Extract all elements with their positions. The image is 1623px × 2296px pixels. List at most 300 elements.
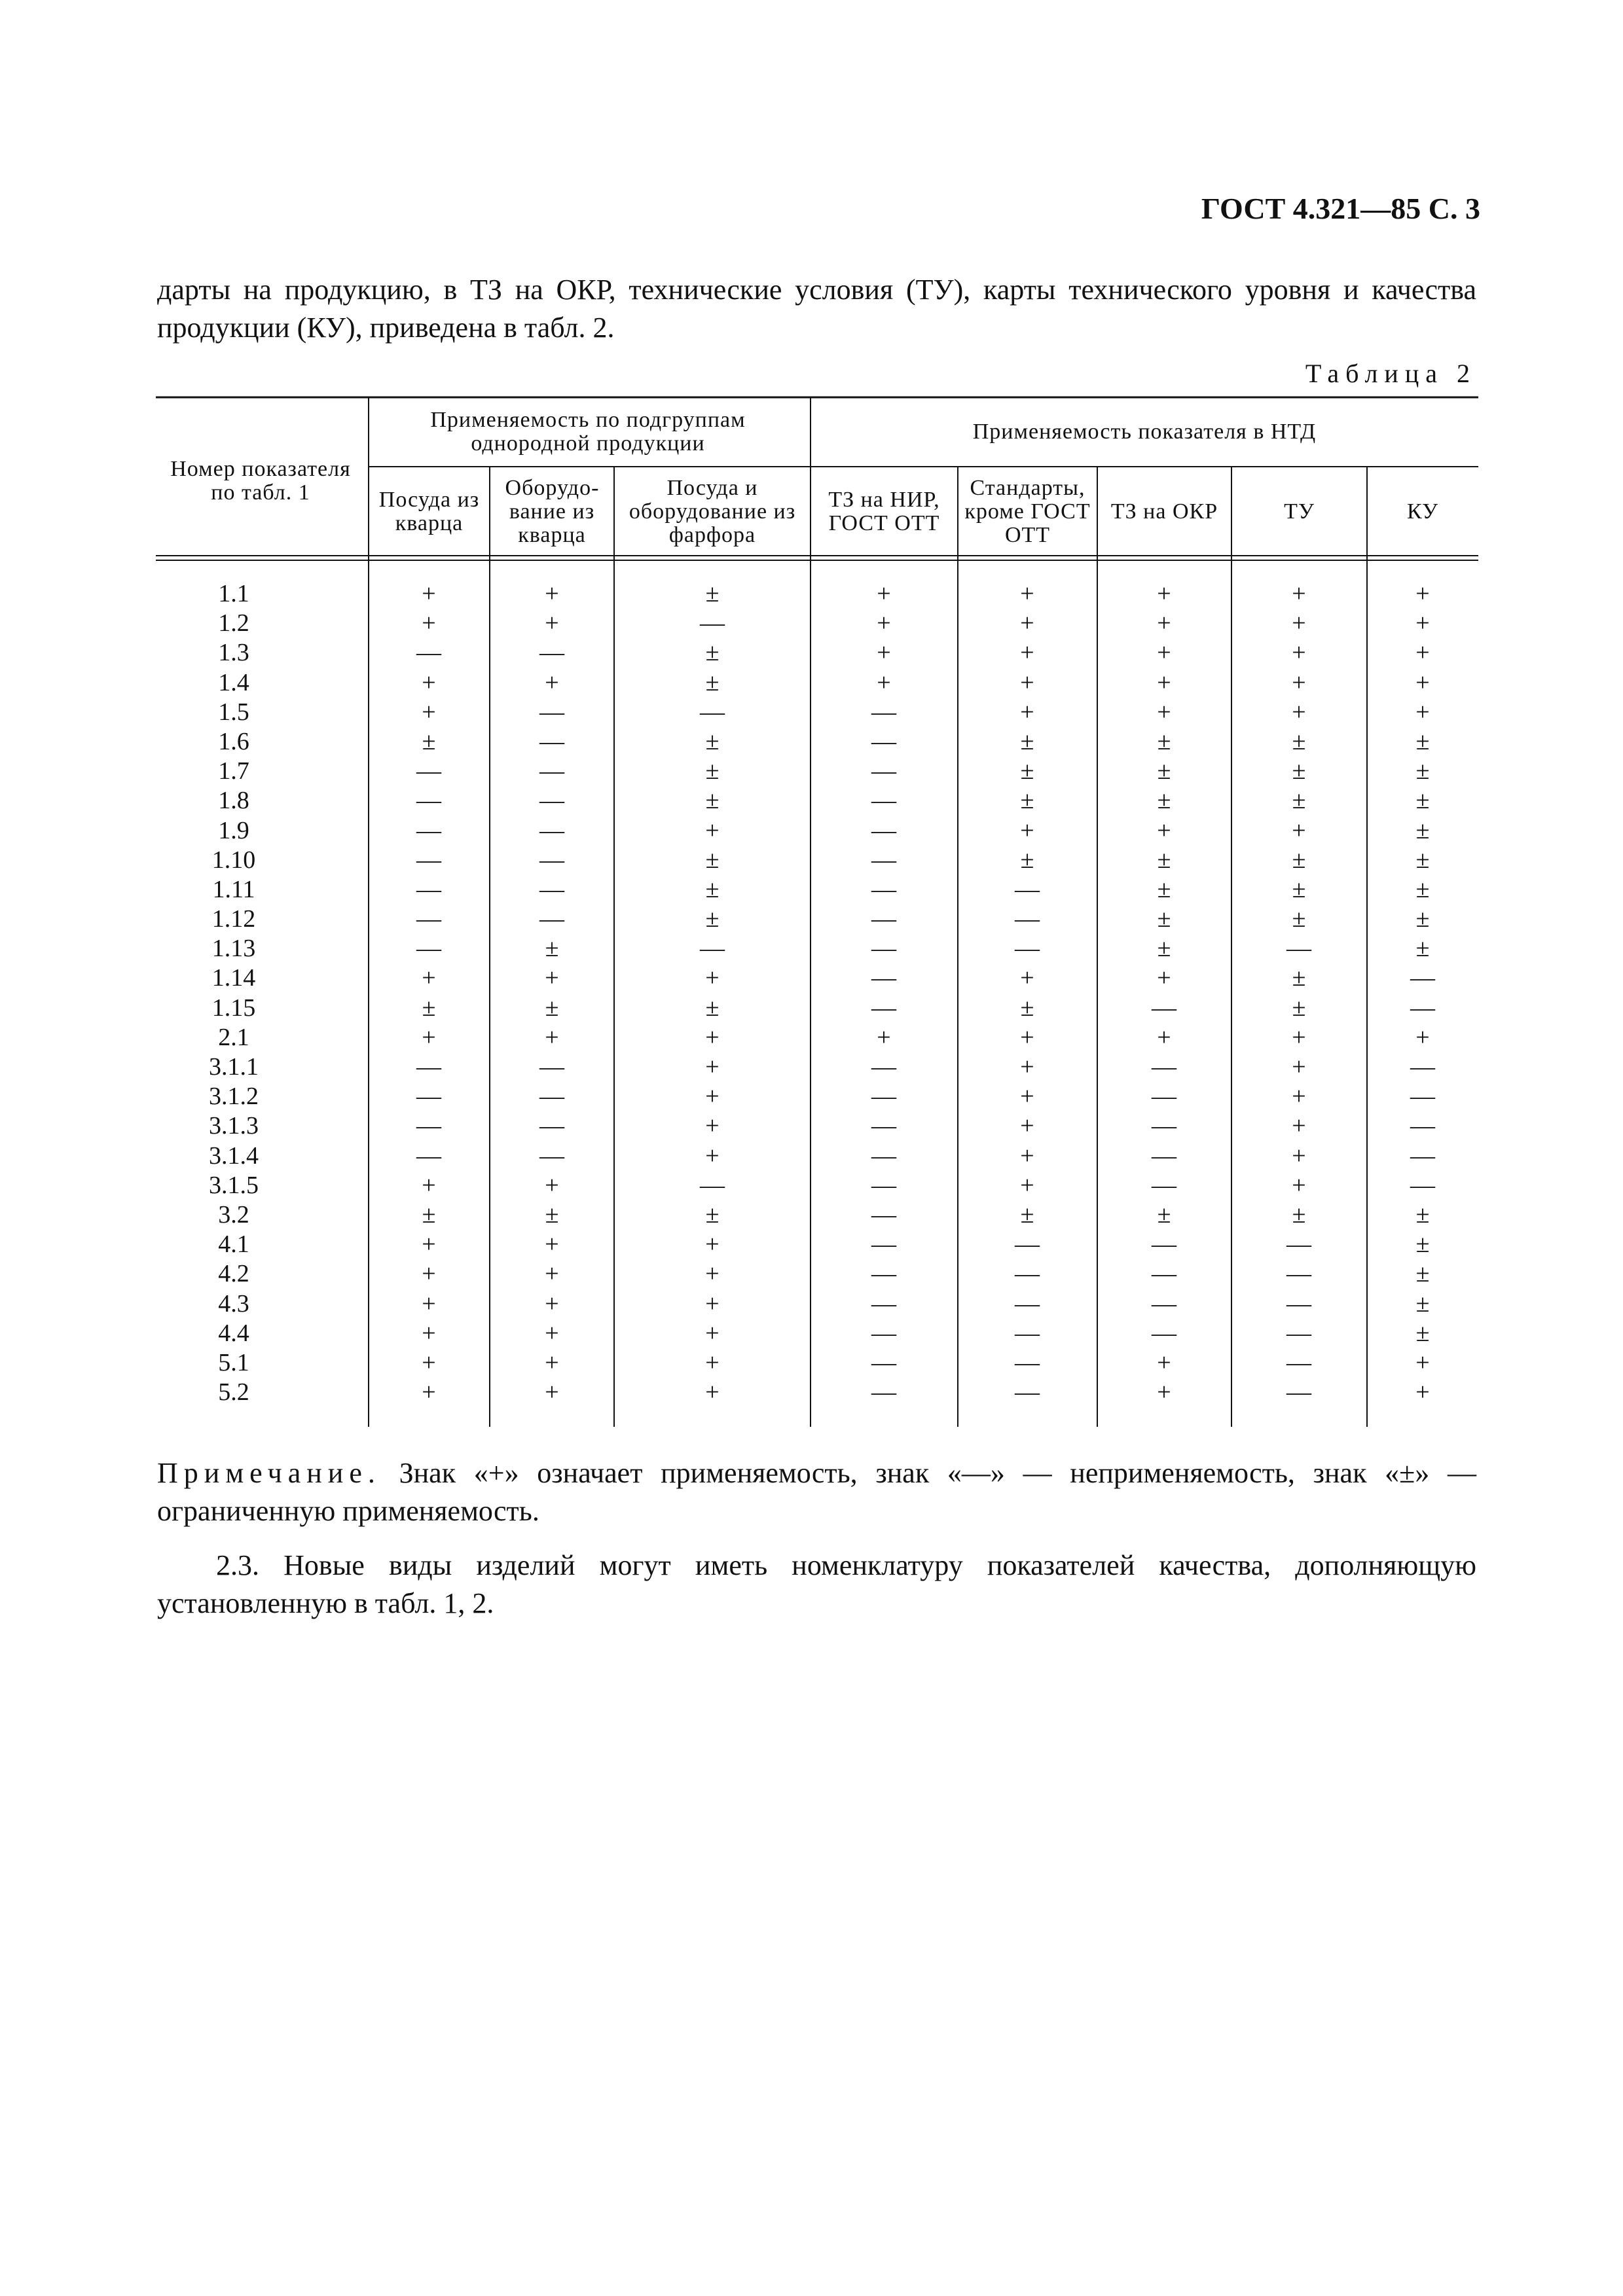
applicability-mark: + (1415, 1348, 1430, 1376)
applicability-mark: + (422, 1319, 436, 1347)
applicability-mark: ± (1415, 935, 1430, 963)
row-number: 3.1.1 (209, 1053, 259, 1081)
applicability-mark: — (539, 698, 564, 726)
applicability-mark: — (539, 816, 564, 844)
intro-paragraph: дарты на продукцию, в ТЗ на ОКР, технические условия (ТУ), карты технического уровня и качества продукции (КУ), приведена в табл. 2. (157, 274, 1476, 344)
applicability-mark: — (1015, 1319, 1040, 1347)
applicability-mark: + (1292, 1112, 1306, 1140)
applicability-mark: + (545, 1348, 559, 1376)
applicability-mark: — (539, 1053, 564, 1081)
applicability-mark: ± (1415, 1230, 1430, 1259)
applicability-mark: — (1152, 1289, 1176, 1318)
row-number: 1.5 (218, 698, 249, 726)
applicability-mark: — (871, 787, 896, 815)
applicability-mark: + (877, 1023, 891, 1051)
applicability-mark: + (1292, 1141, 1306, 1170)
col-header-tu: ТУ (1284, 499, 1315, 524)
applicability-mark: + (877, 580, 891, 607)
table-row (156, 1141, 1478, 1171)
applicability-mark: ± (1415, 816, 1430, 844)
applicability-mark: + (705, 1023, 720, 1051)
row-number: 1.13 (211, 935, 256, 963)
applicability-mark: ± (1292, 1200, 1306, 1229)
applicability-mark: — (1152, 1171, 1176, 1199)
row-number: 1.7 (218, 757, 249, 785)
applicability-mark: — (871, 1053, 896, 1081)
applicability-mark: ± (1415, 1260, 1430, 1288)
row-number: 5.2 (218, 1378, 249, 1407)
applicability-mark: — (1286, 1319, 1311, 1347)
product-subgroup-header: Применяемость по подгруппам однородной продукции (430, 408, 746, 456)
applicability-mark: — (1152, 1230, 1176, 1259)
table-row (156, 638, 1478, 668)
col-header-standards: Стандарты, кроме ГОСТ ОТТ (964, 476, 1091, 547)
applicability-mark: + (1292, 609, 1306, 637)
applicability-mark: ± (422, 1200, 436, 1229)
applicability-mark: + (1415, 668, 1430, 696)
table-row (156, 816, 1478, 846)
row-number: 1.14 (211, 964, 256, 992)
applicability-mark: ± (1157, 905, 1171, 933)
row-number: 4.4 (218, 1319, 249, 1347)
applicability-mark: ± (1157, 875, 1171, 903)
applicability-mark: + (422, 1023, 436, 1051)
applicability-mark: — (1286, 1348, 1311, 1376)
applicability-mark: + (1020, 1141, 1034, 1170)
applicability-mark: — (1286, 1230, 1311, 1259)
applicability-mark: — (1286, 1260, 1311, 1288)
col-header-quartz-equipment: Оборудование из кварца (505, 476, 599, 547)
applicability-mark: + (1292, 1053, 1306, 1081)
applicability-mark: + (1415, 1023, 1430, 1051)
applicability-mark: + (1020, 816, 1034, 844)
applicability-table (156, 396, 1478, 1427)
applicability-mark: ± (545, 994, 559, 1022)
applicability-mark: — (871, 875, 896, 903)
applicability-mark: — (871, 905, 896, 933)
applicability-mark: ± (1157, 757, 1171, 785)
table-row (156, 1259, 1478, 1289)
row-number-header: Номер показателя по табл. 1 (170, 457, 351, 505)
row-number: 1.8 (218, 787, 249, 815)
applicability-mark: — (539, 1112, 564, 1140)
applicability-mark: — (416, 846, 441, 874)
applicability-mark: + (1157, 816, 1171, 844)
applicability-mark: + (1020, 580, 1034, 607)
applicability-mark: ± (1157, 787, 1171, 815)
col-header-porcelain: Посуда и оборудование из фарфора (629, 476, 796, 547)
row-number: 3.1.4 (209, 1141, 259, 1170)
applicability-mark: + (705, 1230, 720, 1259)
table-row (156, 846, 1478, 875)
applicability-mark: — (1152, 1112, 1176, 1140)
table-row (156, 1171, 1478, 1200)
applicability-mark: — (539, 639, 564, 667)
applicability-mark: — (871, 1319, 896, 1347)
applicability-mark: — (1152, 994, 1176, 1022)
row-number: 3.1.2 (209, 1083, 259, 1111)
table-row (156, 1319, 1478, 1348)
col-header-ku: КУ (1406, 499, 1439, 524)
applicability-mark: — (1410, 1171, 1435, 1199)
applicability-mark: — (871, 757, 896, 785)
applicability-mark: + (1415, 639, 1430, 667)
applicability-mark: + (422, 1378, 436, 1407)
table-caption: Таблица 2 (1305, 359, 1476, 388)
applicability-mark: — (1152, 1141, 1176, 1170)
applicability-mark: ± (1157, 727, 1171, 755)
applicability-mark: ± (1415, 1200, 1430, 1229)
applicability-mark: — (1015, 1348, 1040, 1376)
table-row (156, 1289, 1478, 1319)
applicability-mark: + (1020, 1023, 1034, 1051)
row-number: 1.2 (218, 609, 249, 637)
applicability-mark: + (877, 609, 891, 637)
applicability-mark: — (871, 1230, 896, 1259)
applicability-mark: + (705, 1141, 720, 1170)
applicability-mark: — (871, 727, 896, 755)
applicability-mark: ± (705, 875, 720, 903)
applicability-mark: ± (705, 727, 720, 755)
applicability-mark: — (871, 1378, 896, 1407)
applicability-mark: ± (1292, 994, 1306, 1022)
applicability-mark: — (416, 1112, 441, 1140)
page-header: ГОСТ 4.321—85 С. 3 (1201, 192, 1480, 225)
table-row (156, 875, 1478, 905)
applicability-mark: + (422, 964, 436, 992)
applicability-mark: ± (705, 757, 720, 785)
applicability-mark: + (1292, 1083, 1306, 1111)
applicability-mark: — (871, 1289, 896, 1318)
applicability-mark: + (1157, 580, 1171, 607)
applicability-mark: + (1415, 609, 1430, 637)
applicability-mark: — (871, 1083, 896, 1111)
applicability-mark: + (1157, 964, 1171, 992)
table-row (156, 668, 1478, 698)
applicability-mark: ± (1292, 875, 1306, 903)
applicability-mark: + (545, 964, 559, 992)
applicability-mark: ± (1415, 846, 1430, 874)
applicability-mark: — (871, 698, 896, 726)
row-number: 3.2 (218, 1200, 249, 1229)
ntd-header: Применяемость показателя в НТД (972, 420, 1317, 444)
applicability-mark: — (871, 1260, 896, 1288)
applicability-mark: + (705, 1260, 720, 1288)
section-2-3-paragraph: 2.3. Новые виды изделий могут иметь номенклатуру показателей качества, дополняющую установленную в табл. 1, 2. (157, 1549, 1476, 1619)
applicability-mark: ± (705, 580, 720, 607)
applicability-mark: — (871, 846, 896, 874)
applicability-mark: + (705, 1112, 720, 1140)
applicability-mark: + (1020, 1171, 1034, 1199)
applicability-mark: — (871, 1141, 896, 1170)
applicability-mark: — (700, 698, 725, 726)
applicability-mark: + (705, 1083, 720, 1111)
applicability-mark: + (545, 609, 559, 637)
applicability-mark: + (1157, 668, 1171, 696)
applicability-mark: ± (1157, 935, 1171, 963)
applicability-mark: ± (705, 639, 720, 667)
applicability-mark: ± (705, 846, 720, 874)
applicability-mark: ± (1157, 846, 1171, 874)
applicability-mark: + (705, 816, 720, 844)
applicability-mark: — (1286, 935, 1311, 963)
applicability-mark: — (1015, 1230, 1040, 1259)
applicability-mark: + (1157, 609, 1171, 637)
row-number: 3.1.5 (209, 1171, 259, 1199)
col-header-tz-nir: ТЗ на НИР, ГОСТ ОТТ (828, 488, 940, 535)
applicability-mark: + (705, 1053, 720, 1081)
applicability-mark: ± (1292, 727, 1306, 755)
applicability-mark: — (871, 1348, 896, 1376)
applicability-mark: + (545, 1171, 559, 1199)
applicability-mark: — (871, 1200, 896, 1229)
applicability-mark: ± (1415, 1289, 1430, 1318)
table-row (156, 579, 1478, 609)
applicability-mark: + (1020, 1053, 1034, 1081)
table-row (156, 609, 1478, 638)
applicability-mark: — (700, 609, 725, 637)
table-row (156, 1230, 1478, 1259)
applicability-mark: + (1292, 1023, 1306, 1051)
applicability-mark: ± (545, 935, 559, 963)
applicability-mark: — (1015, 1289, 1040, 1318)
applicability-mark: + (1292, 668, 1306, 696)
applicability-mark: + (1157, 639, 1171, 667)
applicability-mark: ± (1415, 727, 1430, 755)
table-row (156, 1378, 1478, 1407)
applicability-mark: — (539, 757, 564, 785)
applicability-mark: — (539, 846, 564, 874)
row-number: 4.2 (218, 1260, 249, 1288)
table-row (156, 905, 1478, 934)
row-number: 1.11 (212, 875, 255, 903)
applicability-mark: ± (705, 668, 720, 696)
applicability-mark: — (416, 935, 441, 963)
applicability-mark: + (705, 1289, 720, 1318)
col-header-tz-okr: ТЗ на ОКР (1110, 499, 1218, 524)
applicability-mark: — (1152, 1319, 1176, 1347)
applicability-mark: — (539, 1141, 564, 1170)
applicability-mark: ± (705, 905, 720, 933)
applicability-mark: + (1020, 609, 1034, 637)
table-body (156, 579, 1478, 1407)
row-number: 5.1 (218, 1348, 249, 1376)
applicability-mark: + (545, 1378, 559, 1407)
applicability-mark: — (416, 1083, 441, 1111)
applicability-mark: — (1015, 1378, 1040, 1407)
table-row (156, 934, 1478, 963)
applicability-mark: ± (1020, 727, 1034, 755)
table-row (156, 1111, 1478, 1141)
applicability-mark: + (1020, 698, 1034, 726)
applicability-mark: ± (1020, 787, 1034, 815)
applicability-mark: + (422, 1348, 436, 1376)
applicability-mark: + (1157, 1378, 1171, 1407)
applicability-mark: + (1415, 698, 1430, 726)
applicability-mark: — (1015, 1260, 1040, 1288)
applicability-mark: — (1410, 994, 1435, 1022)
applicability-mark: — (1015, 935, 1040, 963)
row-number: 4.1 (218, 1230, 249, 1259)
applicability-mark: ± (1020, 846, 1034, 874)
applicability-mark: + (1292, 580, 1306, 607)
applicability-mark: + (877, 639, 891, 667)
applicability-mark: + (545, 580, 559, 607)
applicability-mark: + (1157, 698, 1171, 726)
row-number: 2.1 (218, 1023, 249, 1051)
applicability-mark: + (1157, 1023, 1171, 1051)
applicability-mark: ± (1020, 1200, 1034, 1229)
applicability-mark: ± (1292, 905, 1306, 933)
applicability-mark: — (871, 994, 896, 1022)
applicability-mark: + (1020, 964, 1034, 992)
applicability-mark: + (545, 1023, 559, 1051)
applicability-mark: — (416, 905, 441, 933)
applicability-mark: + (422, 580, 436, 607)
applicability-mark: — (1410, 964, 1435, 992)
applicability-mark: + (1292, 698, 1306, 726)
applicability-mark: — (871, 1112, 896, 1140)
applicability-mark: ± (1292, 787, 1306, 815)
applicability-mark: + (877, 668, 891, 696)
applicability-mark: ± (1020, 757, 1034, 785)
applicability-mark: + (705, 1378, 720, 1407)
applicability-mark: ± (422, 727, 436, 755)
applicability-mark: — (539, 787, 564, 815)
applicability-mark: — (416, 1053, 441, 1081)
applicability-mark: — (416, 1141, 441, 1170)
applicability-mark: + (545, 1260, 559, 1288)
applicability-mark: — (1152, 1083, 1176, 1111)
applicability-mark: + (422, 1289, 436, 1318)
applicability-mark: + (422, 698, 436, 726)
applicability-mark: — (539, 905, 564, 933)
applicability-mark: — (871, 964, 896, 992)
applicability-mark: — (700, 935, 725, 963)
applicability-mark: — (1152, 1053, 1176, 1081)
row-number: 1.6 (218, 727, 249, 755)
applicability-mark: + (705, 1319, 720, 1347)
row-number: 4.3 (218, 1289, 249, 1318)
applicability-mark: + (422, 1171, 436, 1199)
applicability-mark: + (1415, 1378, 1430, 1407)
applicability-mark: + (545, 1230, 559, 1259)
applicability-mark: ± (422, 994, 436, 1022)
table-row (156, 1052, 1478, 1082)
applicability-mark: — (1410, 1112, 1435, 1140)
applicability-mark: + (1020, 668, 1034, 696)
applicability-mark: — (539, 875, 564, 903)
applicability-mark: — (416, 639, 441, 667)
applicability-mark: + (545, 1319, 559, 1347)
applicability-mark: + (1020, 639, 1034, 667)
applicability-mark: — (539, 1083, 564, 1111)
applicability-mark: — (1015, 905, 1040, 933)
applicability-mark: + (1292, 639, 1306, 667)
applicability-mark: ± (1415, 787, 1430, 815)
applicability-mark: ± (1020, 994, 1034, 1022)
note-text: Знак «+» означает применяемость, знак «—» — неприменяемость, знак «±» — ограниченную применяемость. (157, 1457, 1477, 1527)
applicability-mark: — (1152, 1260, 1176, 1288)
applicability-mark: + (422, 1230, 436, 1259)
applicability-mark: + (1415, 580, 1430, 607)
applicability-mark: + (705, 1348, 720, 1376)
applicability-mark: ± (705, 787, 720, 815)
applicability-mark: + (422, 609, 436, 637)
table-row (156, 1023, 1478, 1052)
applicability-mark: — (871, 1171, 896, 1199)
row-number: 1.3 (218, 639, 249, 667)
applicability-mark: — (1286, 1378, 1311, 1407)
applicability-mark: + (1292, 1171, 1306, 1199)
row-number: 1.15 (211, 994, 256, 1022)
table-row (156, 1200, 1478, 1230)
applicability-mark: — (1410, 1083, 1435, 1111)
applicability-mark: — (1015, 875, 1040, 903)
applicability-mark: — (416, 757, 441, 785)
table-row (156, 698, 1478, 727)
applicability-mark: ± (1157, 1200, 1171, 1229)
applicability-mark: ± (1415, 1319, 1430, 1347)
applicability-mark: — (1286, 1289, 1311, 1318)
applicability-mark: — (539, 727, 564, 755)
applicability-mark: ± (1415, 905, 1430, 933)
applicability-mark: + (1020, 1112, 1034, 1140)
row-number: 1.12 (211, 905, 256, 933)
table-note (157, 1454, 1476, 1530)
applicability-mark: + (1157, 1348, 1171, 1376)
applicability-mark: ± (705, 994, 720, 1022)
applicability-mark: — (871, 816, 896, 844)
applicability-mark: ± (1415, 757, 1430, 785)
table-row (156, 1348, 1478, 1378)
col-header-quartz-ware: Посуда из кварца (378, 488, 480, 535)
applicability-mark: — (871, 935, 896, 963)
applicability-mark: — (1410, 1053, 1435, 1081)
applicability-mark: ± (1292, 757, 1306, 785)
applicability-mark: ± (1292, 964, 1306, 992)
applicability-mark: — (416, 816, 441, 844)
table-row (156, 786, 1478, 816)
applicability-mark: ± (705, 1200, 720, 1229)
applicability-mark: + (1020, 1083, 1034, 1111)
row-number: 1.10 (211, 846, 256, 874)
applicability-mark: + (545, 1289, 559, 1318)
applicability-mark: — (1410, 1141, 1435, 1170)
row-number: 1.9 (218, 816, 249, 844)
applicability-mark: — (416, 875, 441, 903)
note-label: Примечание. (157, 1457, 381, 1489)
applicability-mark: ± (1415, 875, 1430, 903)
applicability-mark: — (416, 787, 441, 815)
applicability-mark: ± (1292, 846, 1306, 874)
table-row (156, 727, 1478, 757)
applicability-mark: + (1292, 816, 1306, 844)
applicability-mark: + (422, 1260, 436, 1288)
row-number: 3.1.3 (209, 1112, 259, 1140)
applicability-mark: ± (545, 1200, 559, 1229)
applicability-mark: + (705, 964, 720, 992)
table-row (156, 757, 1478, 786)
row-number: 1.1 (218, 580, 249, 607)
table-row (156, 1082, 1478, 1111)
table-row (156, 963, 1478, 993)
table-row (156, 994, 1478, 1023)
applicability-mark: + (422, 668, 436, 696)
applicability-mark: + (545, 668, 559, 696)
applicability-mark: — (700, 1171, 725, 1199)
row-number: 1.4 (218, 668, 249, 696)
